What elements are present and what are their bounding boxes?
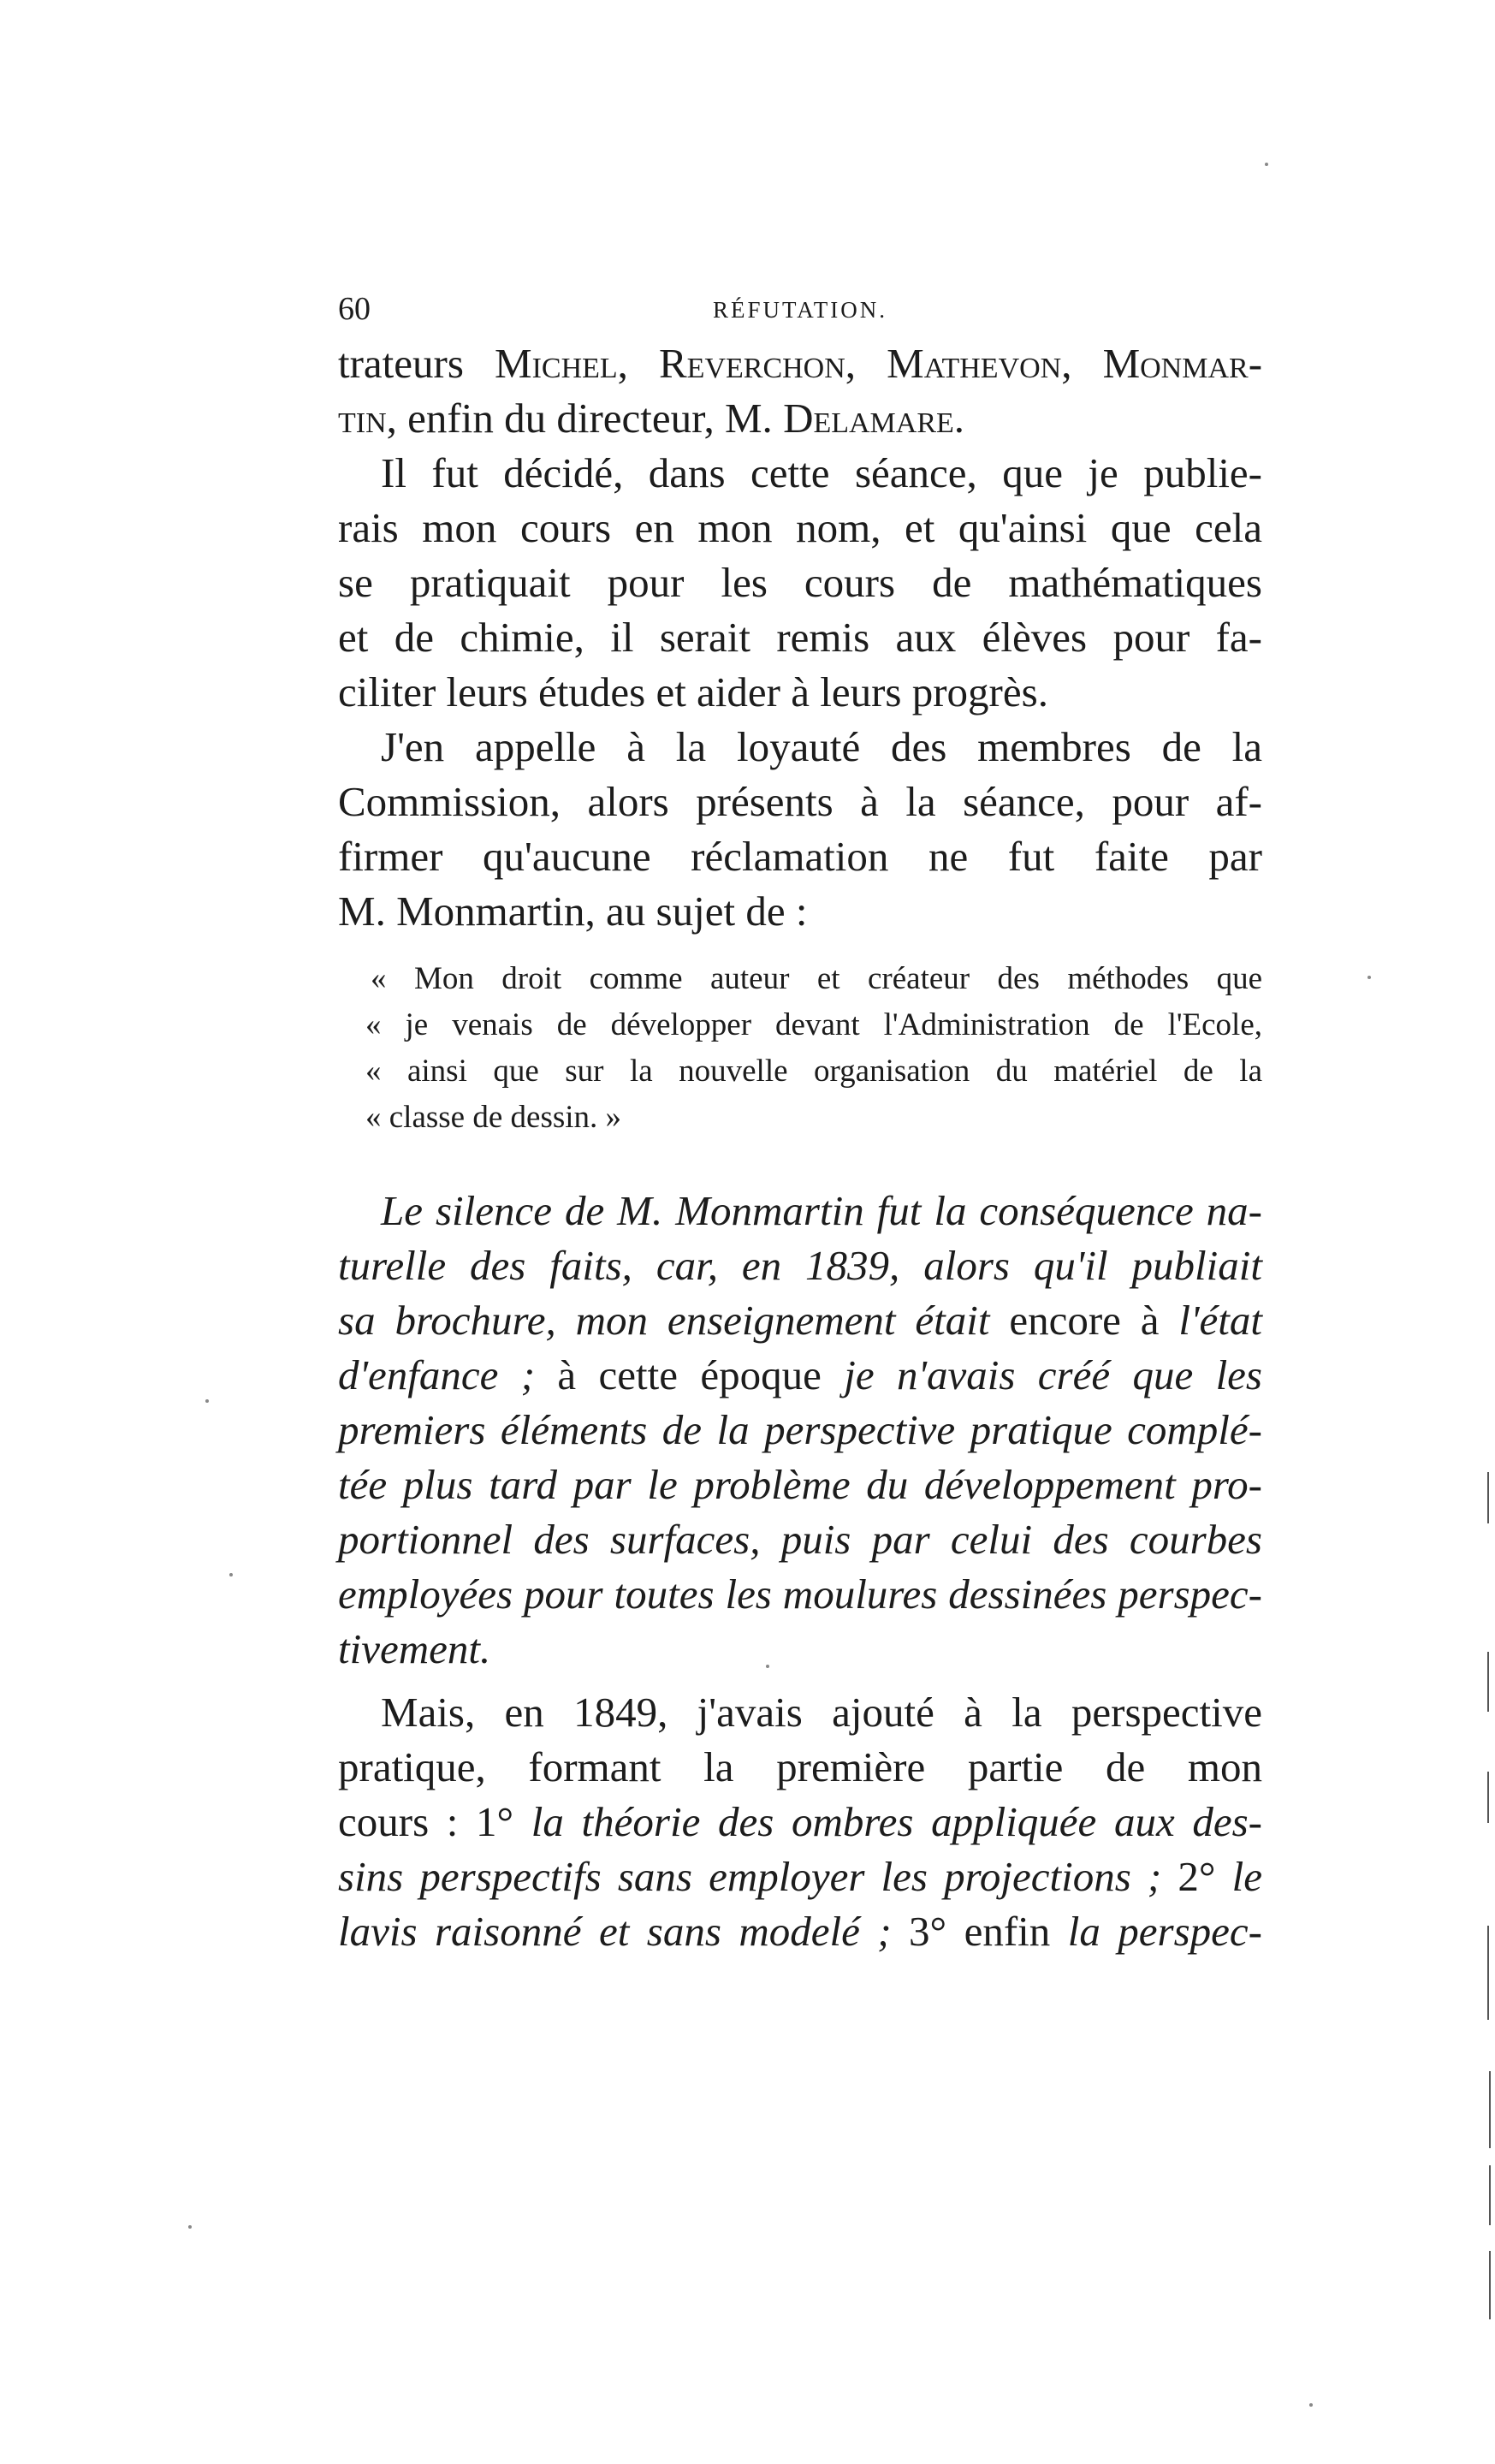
text-line: premiers éléments de la perspective pratique complé-	[338, 1406, 1262, 1453]
text-line: se pratiquait pour les cours de mathématiques	[338, 559, 1262, 606]
scan-margin-mark	[1489, 2071, 1491, 2148]
scan-speck	[205, 1399, 209, 1403]
text-line: ciliter leurs études et aider à leurs progrès.	[338, 668, 1048, 715]
scan-speck	[1367, 976, 1371, 979]
scan-margin-mark	[1487, 1472, 1489, 1523]
quote-line: « classe de dessin. »	[365, 1100, 622, 1135]
quote-line: « Mon droit comme auteur et créateur des méthodes que	[371, 961, 1262, 996]
page-number: 60	[338, 291, 371, 327]
scan-speck	[1309, 2403, 1313, 2407]
text-line: sins perspectifs sans employer les projections ; 2° le	[338, 1853, 1262, 1900]
quote-line: « je venais de développer devant l'Administration de l'Ecole,	[365, 1007, 1262, 1042]
quote-line: « ainsi que sur la nouvelle organisation du matériel de la	[365, 1054, 1262, 1089]
text-line: M. Monmartin, au sujet de :	[338, 888, 808, 935]
name-michel: Michel	[495, 340, 618, 387]
text-line: cours : 1° la théorie des ombres appliquée aux des-	[338, 1798, 1262, 1845]
text-line: Mais, en 1849, j'avais ajouté à la perspective	[381, 1689, 1262, 1736]
scan-margin-mark	[1489, 2165, 1491, 2225]
page-header	[338, 288, 1262, 330]
text-line: portionnel des surfaces, puis par celui des courbes	[338, 1516, 1262, 1563]
text-line: tivement.	[338, 1625, 491, 1672]
text-line: d'enfance ; à cette époque je n'avais créé que les	[338, 1351, 1263, 1398]
text-line: trateurs Michel, Reverchon, Mathevon, Monmar-	[338, 340, 1263, 387]
text-line: employées pour toutes les moulures dessinées perspec-	[338, 1570, 1262, 1618]
scan-margin-mark	[1489, 2251, 1491, 2319]
name-delamare: Delamare	[783, 395, 954, 442]
running-head: RÉFUTATION.	[712, 297, 888, 323]
text-line: Il fut décidé, dans cette séance, que je publie-	[381, 449, 1262, 496]
text-line: tée plus tard par le problème du développement pro-	[338, 1461, 1262, 1508]
text-line: sa brochure, mon enseignement était encore à l'état	[338, 1297, 1262, 1344]
text-line: et de chimie, il serait remis aux élèves pour fa-	[338, 614, 1262, 661]
text-line: lavis raisonné et sans modelé ; 3° enfin la perspec-	[338, 1908, 1262, 1955]
text-line: tin, enfin du directeur, M. Delamare.	[338, 395, 965, 442]
scan-speck	[766, 1665, 769, 1668]
name-mathevon: Mathevon	[887, 340, 1062, 387]
scan-speck	[229, 1573, 233, 1576]
text-line: firmer qu'aucune réclamation ne fut faite par	[338, 833, 1262, 880]
scan-margin-mark	[1487, 1652, 1489, 1712]
scan-margin-mark	[1487, 1772, 1489, 1823]
scan-speck	[1265, 163, 1268, 166]
quotation-block	[338, 956, 1262, 1141]
text-line: pratique, formant la première partie de mon	[338, 1743, 1262, 1790]
body-text	[338, 336, 1262, 1959]
text-line: J'en appelle à la loyauté des membres de la	[381, 723, 1262, 770]
name-monmartin: Monmar-	[1102, 340, 1263, 387]
text-line: Le silence de M. Monmartin fut la conséquence na-	[381, 1187, 1262, 1234]
text-line: turelle des faits, car, en 1839, alors qu'il publiait	[338, 1242, 1262, 1289]
text-line: Commission, alors présents à la séance, pour af-	[338, 778, 1262, 825]
text-line: rais mon cours en mon nom, et qu'ainsi que cela	[338, 504, 1262, 551]
name-reverchon: Reverchon	[659, 340, 845, 387]
scan-margin-mark	[1487, 1926, 1489, 2020]
scan-speck	[188, 2225, 192, 2229]
